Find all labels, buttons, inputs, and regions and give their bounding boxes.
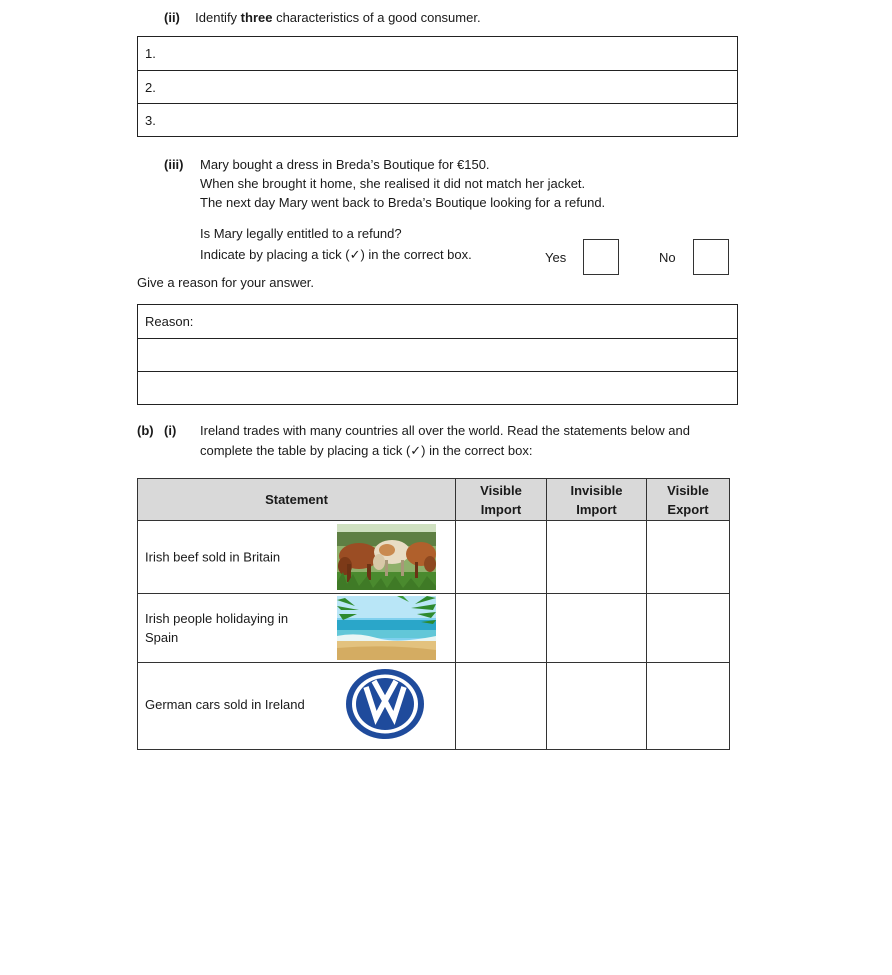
visible-export-tick-cell[interactable]	[647, 521, 730, 594]
scenario-line: Mary bought a dress in Breda’s Boutique for €150.	[200, 157, 490, 172]
statement-text: German cars sold in Ireland	[145, 697, 305, 712]
question-text-prefix: Identify	[195, 10, 241, 25]
table-header-row	[138, 479, 730, 521]
answer-line[interactable]	[138, 37, 737, 70]
reason-answer-box	[137, 304, 738, 405]
question-label: (ii)	[164, 10, 180, 25]
invisible-import-tick-cell[interactable]	[547, 663, 647, 750]
answer-line[interactable]	[138, 305, 737, 338]
visible-export-header: Visible Export	[647, 479, 730, 521]
refund-question: Is Mary legally entitled to a refund?	[200, 226, 402, 241]
no-tick-box[interactable]	[693, 239, 729, 275]
answer-line[interactable]	[138, 338, 737, 371]
question-text-emphasis: three	[240, 10, 273, 25]
invisible-import-header: Invisible Import	[547, 479, 647, 521]
visible-import-tick-cell[interactable]	[456, 663, 547, 750]
yes-label: Yes	[545, 250, 567, 265]
statement-text: Irish people holidaying in Spain	[145, 611, 289, 645]
tick-instruction: Indicate by placing a tick (✓) in the correct box.	[200, 247, 472, 262]
trade-intro-line: complete the table by placing a tick (✓) in the correct box:	[200, 443, 533, 458]
reason-label: Reason:	[145, 314, 194, 329]
line-number: 3.	[145, 113, 156, 128]
answer-line[interactable]	[138, 371, 737, 404]
visible-import-tick-cell[interactable]	[456, 594, 547, 663]
statement-cell	[138, 521, 456, 594]
statement-cell	[138, 594, 456, 663]
volkswagen-logo	[345, 668, 425, 743]
line-number: 2.	[145, 80, 156, 95]
visible-export-tick-cell[interactable]	[647, 663, 730, 750]
scenario-line: The next day Mary went back to Breda’s Boutique looking for a refund.	[200, 195, 606, 210]
question-sub-label: (i)	[164, 423, 177, 438]
answer-line[interactable]	[138, 70, 737, 103]
scenario-line: When she brought it home, she realised it did not match her jacket.	[200, 176, 586, 191]
reason-prompt: Give a reason for your answer.	[137, 275, 315, 290]
statement-header: Statement	[138, 479, 456, 521]
question-label: (b)	[137, 423, 154, 438]
question-text-suffix: characteristics of a good consumer.	[272, 10, 481, 25]
cattle-grazing-image	[337, 524, 436, 593]
question-label: (iii)	[164, 157, 184, 172]
invisible-import-tick-cell[interactable]	[547, 521, 647, 594]
table-row	[138, 594, 730, 663]
line-number: 1.	[145, 46, 156, 61]
yes-tick-box[interactable]	[583, 239, 619, 275]
trade-intro-line: Ireland trades with many countries all over the world. Read the statements below and	[200, 423, 690, 438]
statement-cell	[138, 663, 456, 750]
trade-table	[137, 478, 730, 750]
table-row	[138, 521, 730, 594]
visible-import-tick-cell[interactable]	[456, 521, 547, 594]
visible-import-header: Visible Import	[456, 479, 547, 521]
answer-line[interactable]	[138, 103, 737, 136]
question-ii	[164, 10, 481, 25]
visible-export-tick-cell[interactable]	[647, 594, 730, 663]
statement-text: Irish beef sold in Britain	[145, 549, 281, 565]
table-row	[138, 663, 730, 750]
no-label: No	[659, 250, 676, 265]
beach-image	[337, 596, 436, 663]
invisible-import-tick-cell[interactable]	[547, 594, 647, 663]
characteristics-answer-box	[137, 36, 738, 137]
